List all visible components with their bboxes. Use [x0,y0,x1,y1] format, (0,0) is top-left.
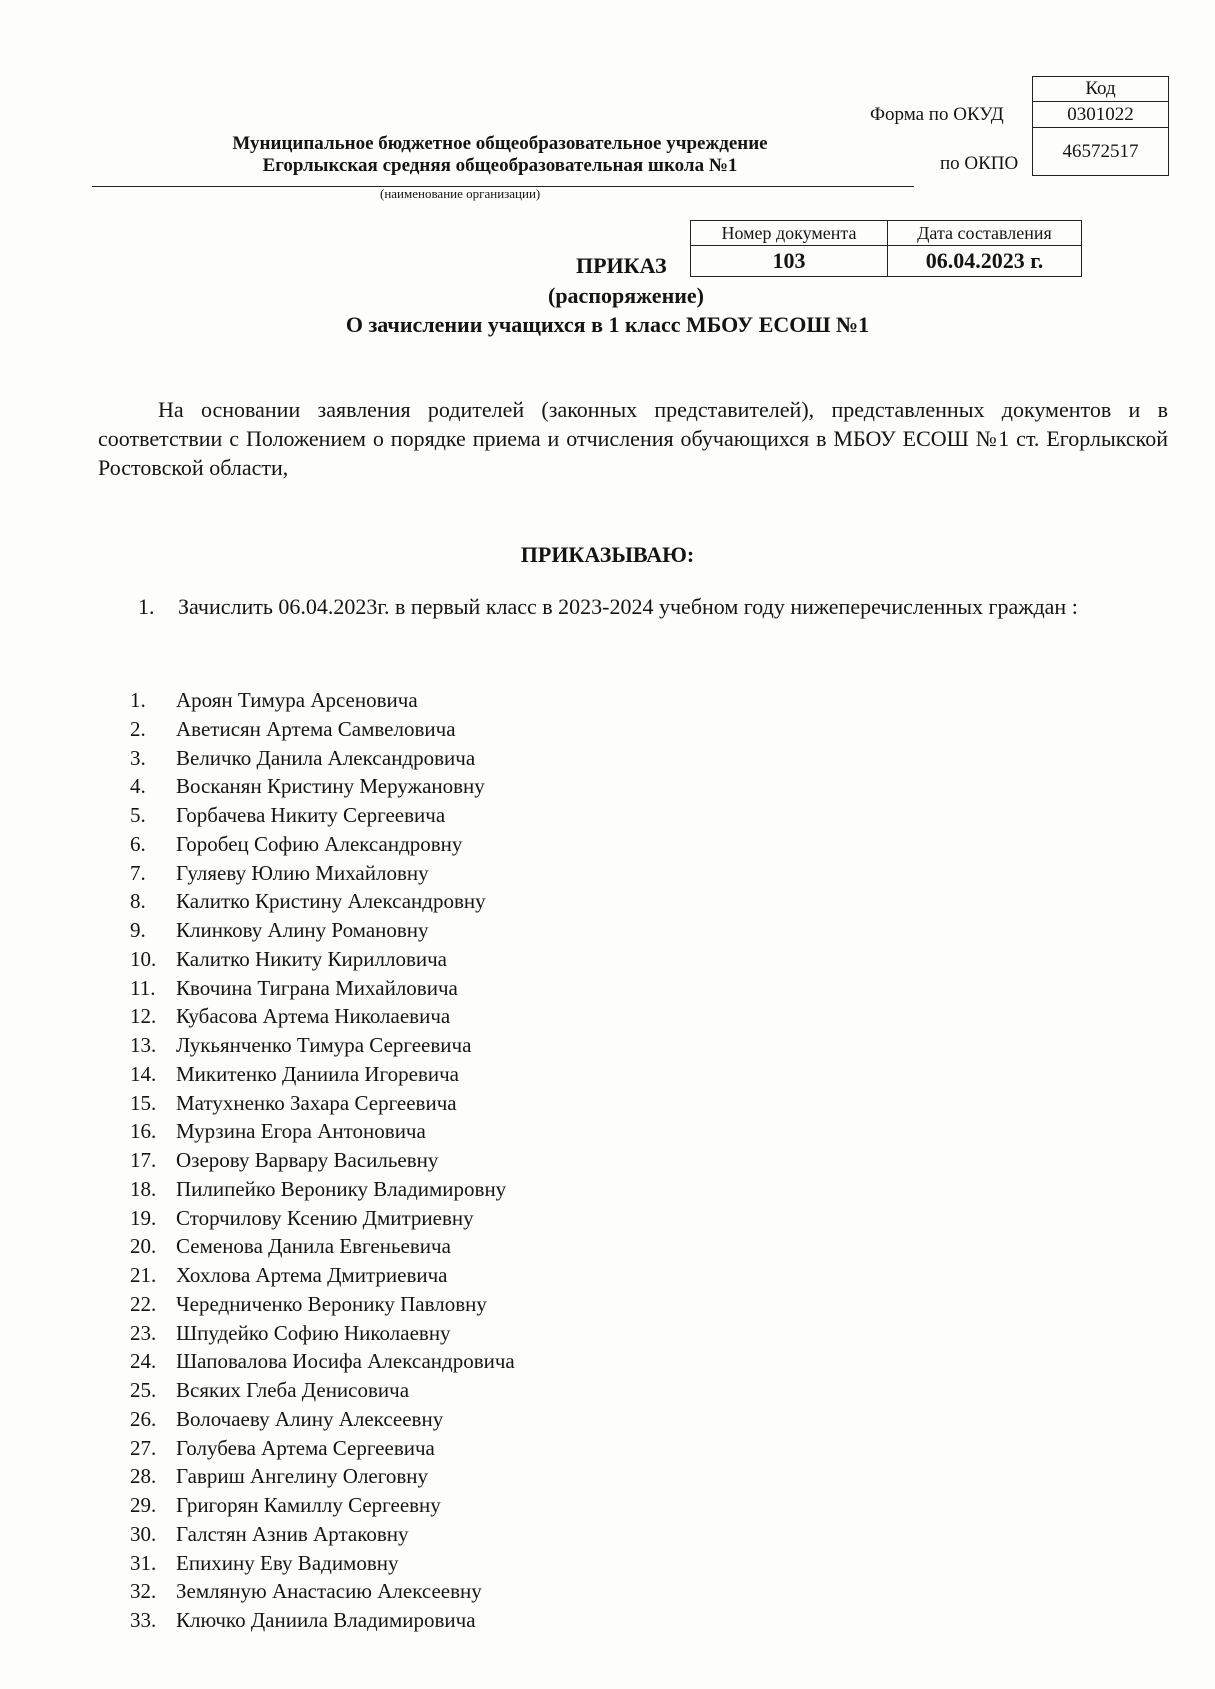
order-item [138,592,1128,621]
student-list-item [130,1146,515,1175]
organization-name-line-2: Егорлыкская средняя общеобразовательная школа №1 [262,155,738,176]
okud-label: Форма по ОКУД [870,104,1004,125]
student-list-item [130,1261,515,1290]
student-list-item [130,1491,515,1520]
student-name: Ключко Даниила Владимировича [176,1608,476,1632]
student-name: Голубева Артема Сергеевича [176,1435,435,1460]
student-name: Горобец Софию Александровну [176,831,463,856]
document-info-table [690,220,1082,277]
student-list-item [130,715,515,744]
student-list-item [130,1117,515,1146]
students-list [130,686,515,1635]
student-list-item [130,1175,515,1204]
student-name: Аветисян Артема Самвеловича [176,716,456,741]
student-number: 4. [130,774,146,799]
student-number: 3. [130,745,146,770]
student-number: 29. [130,1493,157,1517]
organization-caption: (наименование организации) [380,186,541,201]
student-list-item [130,1462,515,1491]
code-header: Код [1033,77,1169,102]
student-number: 19. [130,1205,157,1230]
student-list-item [130,1606,515,1635]
student-name: Горбачева Никиту Сергеевича [176,803,446,827]
student-number: 33. [130,1608,157,1632]
order-title: ПРИКАЗ [576,253,667,278]
student-name: Клинкову Алину Романовну [176,918,429,942]
student-number: 20. [130,1234,157,1259]
student-list-item [130,744,515,773]
student-list-item [130,1520,515,1549]
student-name: Земляную Анастасию Алексеевну [176,1579,482,1604]
student-name: Калитко Кристину Александровну [176,889,486,914]
student-number: 18. [130,1176,157,1201]
student-number: 1. [130,688,146,712]
student-name: Шпудейко Софию Николаевну [176,1320,451,1345]
student-list-item [130,1002,515,1031]
student-name: Ароян Тимура Арсеновича [176,688,418,712]
student-name: Хохлова Артема Дмитриевича [176,1263,448,1287]
okud-code: 0301022 [1033,102,1169,128]
student-name: Микитенко Даниила Игоревича [176,1061,459,1086]
student-name: Гуляеву Юлию Михайловну [176,860,429,885]
student-number: 2. [130,716,146,741]
student-number: 16. [130,1119,157,1144]
document-number: 103 [691,246,888,277]
student-name: Чередниченко Веронику Павловну [176,1291,487,1316]
student-list-item [130,1376,515,1405]
student-number: 24. [130,1349,157,1374]
student-number: 8. [130,889,146,914]
student-name: Матухненко Захара Сергеевича [176,1090,457,1115]
student-list-item [130,916,515,945]
document-number-label: Номер документа [691,221,888,246]
student-list-item [130,772,515,801]
order-item-text: Зачислить 06.04.2023г. в первый класс в 2023-2024 учебном году нижеперечисленных граждан : [178,594,1078,619]
student-name: Мурзина Егора Антоновича [176,1119,426,1144]
student-list-item [130,1319,515,1348]
student-name: Григорян Камиллу Сергеевну [176,1493,441,1517]
student-name: Епихину Еву Вадимовну [176,1550,399,1575]
student-name: Квочина Тиграна Михайловича [176,975,458,1000]
student-list-item [130,1204,515,1233]
student-number: 7. [130,860,146,885]
order-heading: О зачислении учащихся в 1 класс МБОУ ЕСОШ №1 [345,312,870,337]
student-name: Калитко Никиту Кирилловича [176,946,447,971]
student-list-item [130,1290,515,1319]
student-name: Гавриш Ангелину Олеговну [176,1464,428,1489]
organization-name-line-1: Муниципальное бюджетное общеобразовательное учреждение [232,133,768,154]
student-name: Всяких Глеба Денисовича [176,1378,410,1402]
student-number: 21. [130,1263,157,1287]
student-list-item [130,1577,515,1606]
student-name: Семенова Данила Евгеньевича [176,1234,451,1259]
organization-name [190,133,810,177]
student-number: 13. [130,1033,157,1057]
okpo-code: 46572517 [1033,128,1169,176]
student-number: 9. [130,918,146,942]
student-number: 25. [130,1378,157,1402]
student-number: 30. [130,1521,157,1546]
student-number: 10. [130,946,157,971]
student-name: Кубасова Артема Николаевича [176,1004,451,1029]
student-number: 17. [130,1148,157,1172]
student-list-item [130,1549,515,1578]
student-name: Сторчилову Ксению Дмитриевну [176,1205,474,1230]
student-list-item [130,1347,515,1376]
student-name: Галстян Азнив Артаковну [176,1521,409,1546]
student-name: Восканян Кристину Меружановну [176,774,485,799]
student-name: Лукьянченко Тимура Сергеевича [176,1033,472,1057]
order-word: ПРИКАЗЫВАЮ: [520,542,695,567]
student-number: 27. [130,1435,157,1460]
student-number: 22. [130,1291,157,1316]
student-number: 28. [130,1464,157,1489]
student-list-item [130,859,515,888]
student-number: 31. [130,1550,157,1575]
document-date: 06.04.2023 г. [888,246,1082,277]
student-list-item [130,887,515,916]
student-list-item [130,686,515,715]
student-number: 15. [130,1090,157,1115]
preamble-paragraph: На основании заявления родителей (законных представителей), представленных документов и в соответствии с Положением о порядке приема и отчисления обучающихся в МБОУ ЕСОШ №1 ст. Егорлыкской Ростовской области, [98,397,1168,480]
student-number: 26. [130,1406,157,1431]
student-number: 11. [130,975,156,1000]
document-date-label: Дата составления [888,221,1082,246]
student-number: 6. [130,831,146,856]
student-number: 14. [130,1061,157,1086]
student-list-item [130,1031,515,1060]
student-list-item [130,1434,515,1463]
student-number: 12. [130,1004,157,1029]
student-list-item [130,945,515,974]
student-list-item [130,1405,515,1434]
student-list-item [130,1232,515,1261]
student-list-item [130,974,515,1003]
student-number: 32. [130,1579,157,1604]
codes-table [1032,76,1169,176]
student-name: Шаповалова Иосифа Александровича [176,1349,515,1374]
order-subtitle: (распоряжение) [548,283,705,308]
student-name: Озерову Варвару Васильевну [176,1148,439,1172]
student-name: Пилипейко Веронику Владимировну [176,1176,507,1201]
student-number: 23. [130,1320,157,1345]
student-name: Величко Данила Александровича [176,745,476,770]
student-list-item [130,801,515,830]
okpo-label: по ОКПО [940,153,1019,174]
student-number: 5. [130,803,146,827]
student-list-item [130,1060,515,1089]
student-list-item [130,1089,515,1118]
student-list-item [130,830,515,859]
order-item-number: 1. [138,594,155,619]
student-name: Волочаеву Алину Алексеевну [176,1406,444,1431]
